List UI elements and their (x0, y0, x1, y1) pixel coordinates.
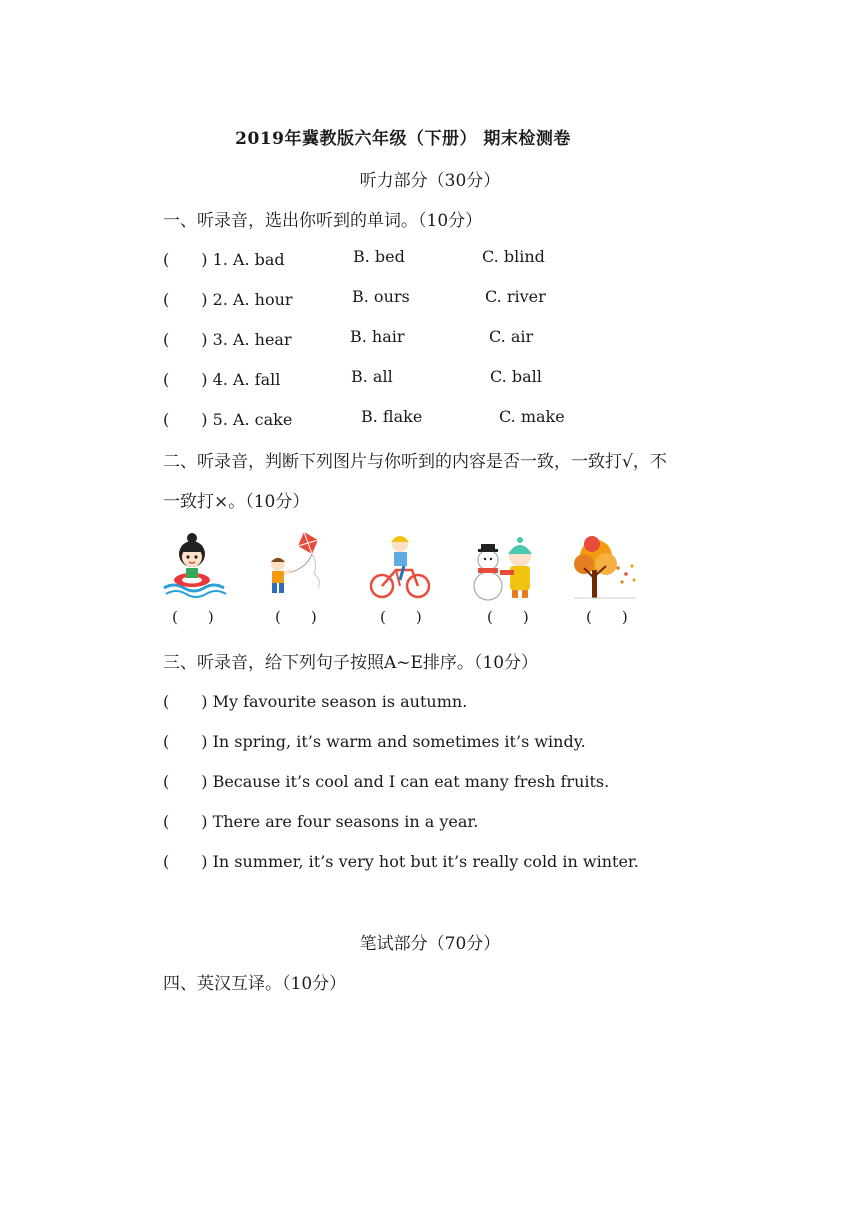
s3-sentence-3: ( ) Because it’s cool and I can eat many fresh fruits. (163, 772, 610, 791)
s1-item-5-c: C. make (499, 407, 565, 426)
s1-item-1-b: B. bed (353, 247, 405, 266)
s1-item-5-b: B. flake (361, 407, 423, 426)
snowman-girl-picture (470, 530, 540, 604)
s1-item-2-b: B. ours (352, 287, 410, 306)
pic3-answer-blank: ( ) (380, 608, 422, 626)
s1-item-3-c: C. air (489, 327, 534, 346)
s1-item-3-b: B. hair (350, 327, 405, 346)
pic1-answer-blank: ( ) (172, 608, 214, 626)
s3-sentence-5: ( ) In summer, it’s very hot but it’s really cold in winter. (163, 852, 639, 871)
pic2-answer-blank: ( ) (275, 608, 317, 626)
swimming-girl-picture (160, 530, 230, 604)
s1-item-4-b: B. all (351, 367, 393, 386)
section1-heading: 一、听录音，选出你听到的单词。（10分） (163, 211, 483, 231)
section3-heading: 三、听录音，给下列句子按照A~E排序。（10分） (163, 653, 539, 673)
s1-item-5-a: ( ) 5. A. cake (163, 410, 293, 429)
s1-item-3-a: ( ) 3. A. hear (163, 330, 292, 349)
s3-sentence-2: ( ) In spring, it’s warm and sometimes it’s windy. (163, 732, 586, 751)
s1-item-1-c: C. blind (482, 247, 545, 266)
pic5-answer-blank: ( ) (586, 608, 628, 626)
s1-item-2-a: ( ) 2. A. hour (163, 290, 293, 309)
s1-item-2-c: C. river (485, 287, 546, 306)
bike-boy-picture (366, 530, 436, 604)
s3-sentence-4: ( ) There are four seasons in a year. (163, 812, 479, 831)
autumn-tree-picture (570, 530, 640, 604)
section2-heading-line2: 一致打×。（10分） (163, 492, 310, 512)
exam-title: 2019年冀教版六年级（下册） 期末检测卷 (235, 129, 571, 149)
kite-boy-picture (262, 530, 332, 604)
s3-sentence-1: ( ) My favourite season is autumn. (163, 692, 468, 711)
listening-header: 听力部分（30分） (359, 171, 501, 191)
s1-item-4-c: C. ball (490, 367, 542, 386)
pic4-answer-blank: ( ) (487, 608, 529, 626)
section4-heading: 四、英汉互译。（10分） (163, 974, 347, 994)
writing-header: 笔试部分（70分） (359, 934, 501, 954)
section2-heading-line1: 二、听录音，判断下列图片与你听到的内容是否一致，一致打√，不 (163, 452, 667, 472)
s1-item-4-a: ( ) 4. A. fall (163, 370, 281, 389)
s1-item-1-a: ( ) 1. A. bad (163, 250, 285, 269)
